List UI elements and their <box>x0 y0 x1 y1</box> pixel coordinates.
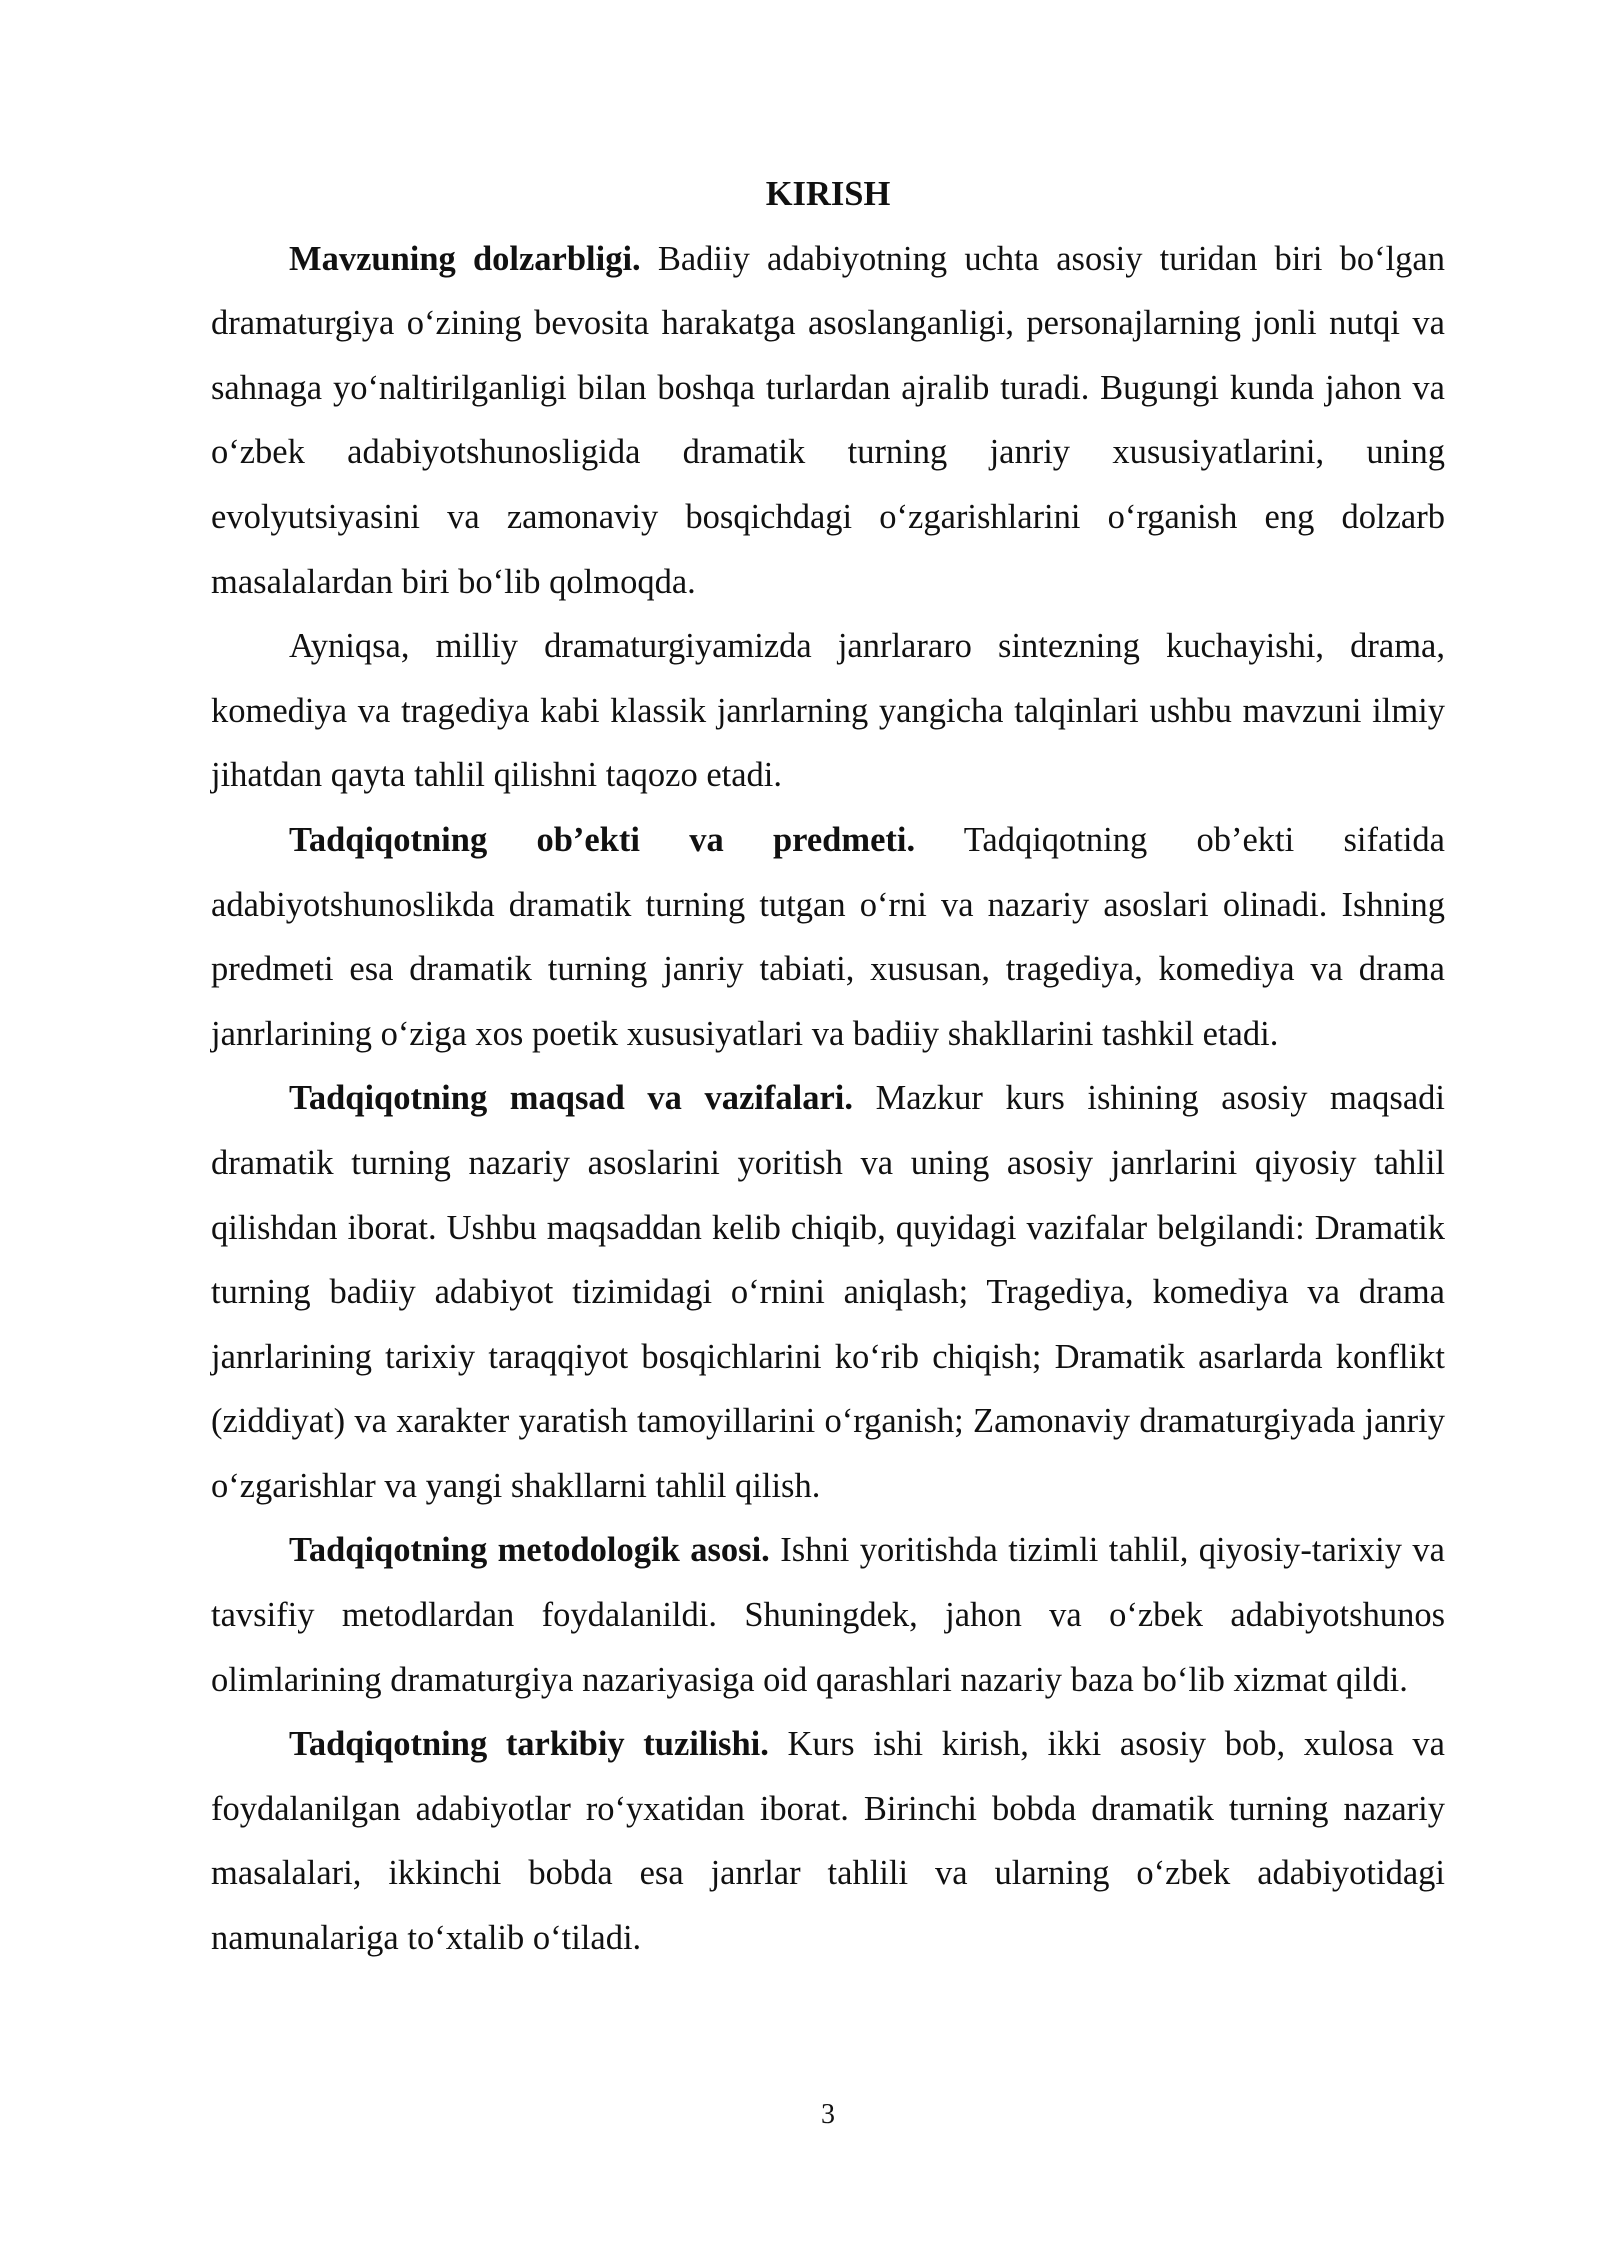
page-body <box>211 162 1445 1971</box>
paragraph-object-subject <box>211 808 1445 1066</box>
paragraph-aims-tasks <box>211 1066 1445 1518</box>
paragraph-lead: Tadqiqotning metodologik asosi. <box>289 1531 770 1570</box>
page-title: KIRISH <box>765 175 891 213</box>
paragraph-text: Mazkur kurs ishining asosiy maqsadi dramatik turning nazariy asoslarini yoritish va uning asosiy janrlarini qiyosiy tahlil qilishdan iborat. Ushbu maqsaddan kelib chiqib, quyidagi vazifalar belgilandi: Dramatik turning badiiy adabiyot tizimidagi o‘rnini aniqlash; Tragediya, komediya va drama janrlarining tarixiy taraqqiyot bosqichlarini ko‘rib chiqish; Dramatik asarlarda konflikt (ziddiyat) va xarakter yaratish tamoyillarini o‘rganish; Zamonaviy dramaturgiyada janriy o‘zgarishlar va yangi shakllarni tahlil qilish. <box>211 1079 1446 1505</box>
paragraph-lead: Tadqiqotning tarkibiy tuzilishi. <box>289 1725 769 1764</box>
paragraph-synthesis <box>211 614 1445 808</box>
paragraph-text: Badiiy adabiyotning uchta asosiy turidan biri bo‘lgan dramaturgiya o‘zining bevosita harakatga asoslanganligi, personajlarning jonli nutqi va sahnaga yo‘naltirilganligi bilan boshqa turlardan ajralib turadi. Bugungi kunda jahon va o‘zbek adabiyotshunosligida dramatik turning janriy xususiyatlarini, uning evolyutsiyasini va zamonaviy bosqichdagi o‘zgarishlarini o‘rganish eng dolzarb masalalardan biri bo‘lib qolmoqda. <box>211 239 1445 601</box>
paragraph-structure <box>211 1712 1445 1970</box>
paragraph-lead: Mavzuning dolzarbligi. <box>289 239 641 278</box>
paragraph-text: Kurs ishi kirish, ikki asosiy bob, xulosa va foydalanilgan adabiyotlar ro‘yxatidan iborat. Birinchi bobda dramatik turning nazariy masalalari, ikkinchi bobda esa janrlar tahlili va ularning o‘zbek adabiyotidagi namunalariga to‘xtalib o‘tiladi. <box>211 1725 1445 1958</box>
paragraph-text: Tadqiqotning ob’ekti sifatida adabiyotshunoslikda dramatik turning tutgan o‘rni va nazariy asoslari olinadi. Ishning predmeti esa dramatik turning janriy tabiati, xususan, tragediya, komediya va drama janrlarining o‘ziga xos poetik xususiyatlari va badiiy shakllarini tashkil etadi. <box>211 820 1445 1053</box>
paragraph-lead: Tadqiqotning maqsad va vazifalari. <box>289 1079 853 1118</box>
paragraph-lead: Tadqiqotning ob’ekti va predmeti. <box>289 820 916 859</box>
paragraph-relevance <box>211 227 1445 615</box>
paragraph-text: Ishni yoritishda tizimli tahlil, qiyosiy-tarixiy va tavsifiy metodlardan foydalanildi. Shuningdek, jahon va o‘zbek adabiyotshunos olimlarining dramaturgiya nazariyasiga oid qarashlari nazariy baza bo‘lib xizmat qildi. <box>211 1531 1445 1699</box>
paragraph-methodology <box>211 1518 1445 1712</box>
paragraph-text: Ayniqsa, milliy dramaturgiyamizda janrlararo sintezning kuchayishi, drama, komediya va tragediya kabi klassik janrlarning yangicha talqinlari ushbu mavzuni ilmiy jihatdan qayta tahlil qilishni taqozo etadi. <box>211 627 1445 795</box>
page-number: 3 <box>821 2099 835 2130</box>
